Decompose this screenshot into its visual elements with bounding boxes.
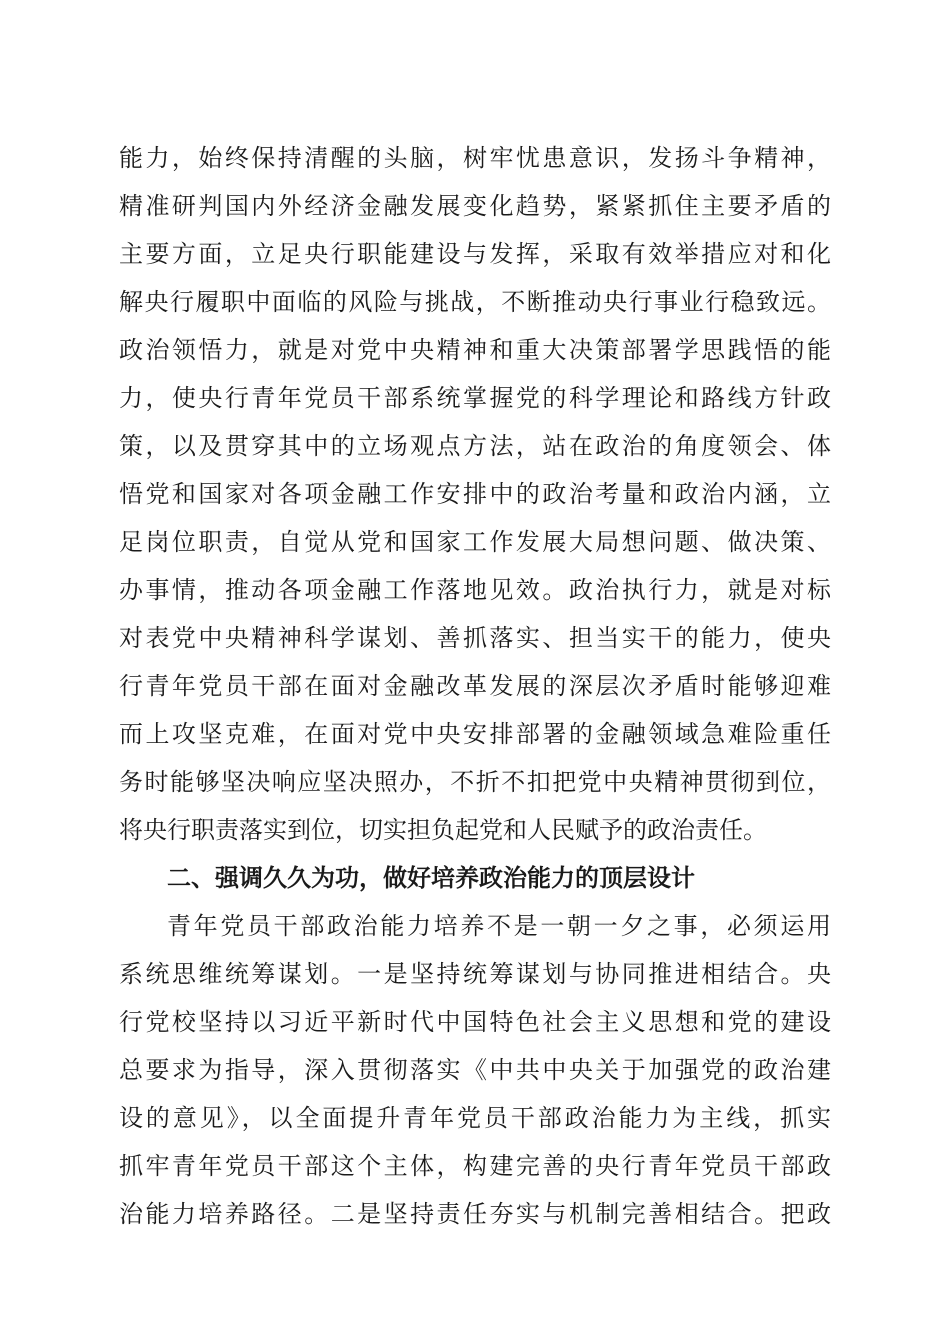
paragraph-2-line-7: 治能力培养路径。二是坚持责任夯实与机制完善相结合。把政 <box>119 1200 831 1228</box>
paragraph-1-line-8: 悟党和国家对各项金融工作安排中的政治考量和政治内涵，立 <box>119 480 831 508</box>
paragraph-1-line-12: 行青年党员干部在面对金融改革发展的深层次矛盾时能够迎难 <box>119 672 831 700</box>
paragraph-1-line-3: 主要方面，立足央行职能建设与发挥，采取有效举措应对和化 <box>119 240 831 268</box>
paragraph-1-line-2: 精准研判国内外经济金融发展变化趋势，紧紧抓住主要矛盾的 <box>119 192 831 220</box>
paragraph-1-line-9: 足岗位职责，自觉从党和国家工作发展大局想问题、做决策、 <box>119 528 831 556</box>
paragraph-1-line-10: 办事情，推动各项金融工作落地见效。政治执行力，就是对标 <box>119 576 831 604</box>
paragraph-1-line-1: 能力，始终保持清醒的头脑，树牢忧患意识，发扬斗争精神， <box>119 144 831 172</box>
paragraph-1-line-13: 而上攻坚克难，在面对党中央安排部署的金融领域急难险重任 <box>119 720 831 748</box>
paragraph-2-line-6: 抓牢青年党员干部这个主体，构建完善的央行青年党员干部政 <box>119 1152 831 1180</box>
paragraph-1-line-4: 解央行履职中面临的风险与挑战，不断推动央行事业行稳致远。 <box>119 288 831 316</box>
paragraph-1-line-15: 将央行职责落实到位，切实担负起党和人民赋予的政治责任。 <box>119 816 767 844</box>
paragraph-2-line-1: 青年党员干部政治能力培养不是一朝一夕之事，必须运用 <box>167 912 831 940</box>
paragraph-1-line-14: 务时能够坚决响应坚决照办，不折不扣把党中央精神贯彻到位， <box>119 768 831 796</box>
paragraph-1-line-5: 政治领悟力，就是对党中央精神和重大决策部署学思践悟的能 <box>119 336 831 364</box>
paragraph-1-line-6: 力，使央行青年党员干部系统掌握党的科学理论和路线方针政 <box>119 384 831 412</box>
paragraph-2-line-5: 设的意见》，以全面提升青年党员干部政治能力为主线，抓实 <box>119 1104 831 1132</box>
paragraph-2-line-3: 行党校坚持以习近平新时代中国特色社会主义思想和党的建设 <box>119 1008 831 1036</box>
paragraph-1-line-7: 策，以及贯穿其中的立场观点方法，站在政治的角度领会、体 <box>119 432 831 460</box>
paragraph-2-line-4: 总要求为指导，深入贯彻落实《中共中央关于加强党的政治建 <box>119 1056 831 1084</box>
section-heading: 二、强调久久为功，做好培养政治能力的顶层设计 <box>167 864 695 892</box>
paragraph-1-line-11: 对表党中央精神科学谋划、善抓落实、担当实干的能力，使央 <box>119 624 831 652</box>
paragraph-2-line-2: 系统思维统筹谋划。一是坚持统筹谋划与协同推进相结合。央 <box>119 960 831 988</box>
